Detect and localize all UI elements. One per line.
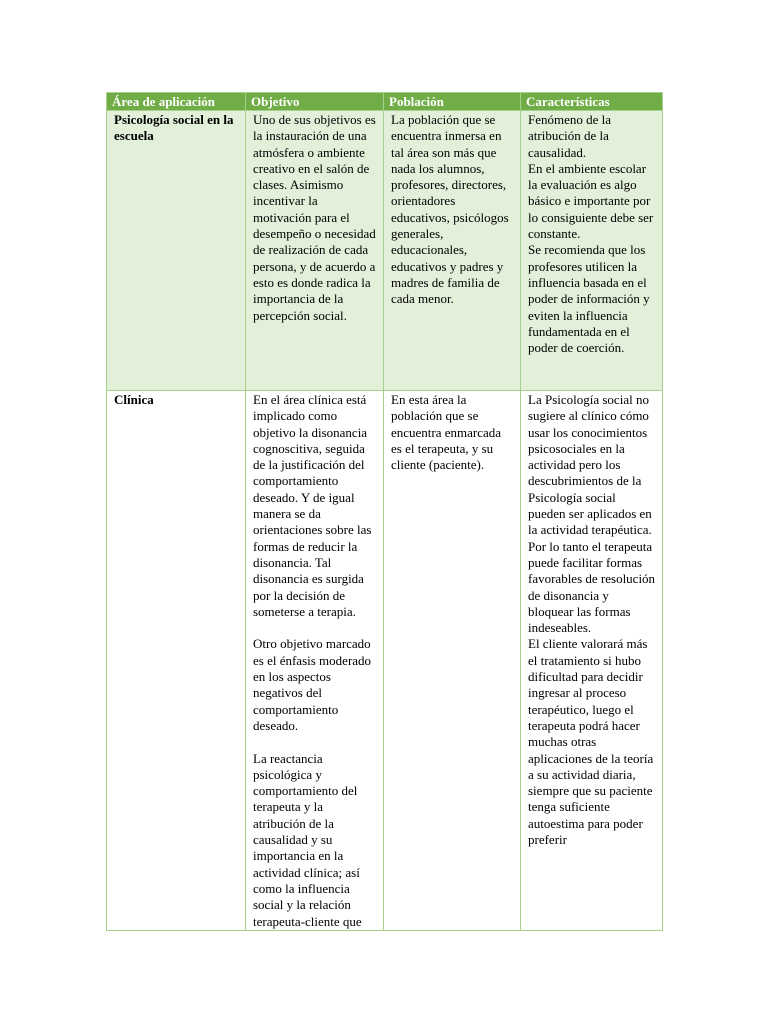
poblacion-text: La población que se encuentra inmersa en tal área son más que nada los alumnos, profesores, directores, orientadores educativos, psicólogos generales, educacionales, educativos y padres y madres de familia de cada menor.	[391, 112, 509, 307]
caracteristicas-cell	[521, 111, 663, 391]
poblacion-cell	[384, 111, 521, 391]
header-poblacion: Población	[384, 93, 521, 111]
header-area: Área de aplicación	[107, 93, 246, 111]
header-objetivo: Objetivo	[246, 93, 384, 111]
poblacion-text: En esta área la población que se encuentra enmarcada es el terapeuta, y su cliente (paciente).	[391, 392, 502, 473]
header-caracteristicas: Características	[521, 93, 663, 111]
area-label: Psicología social en la escuela	[114, 112, 234, 144]
area-cell	[107, 391, 246, 931]
objetivo-text: En el área clínica está implicado como objetivo la disonancia cognoscitiva, seguida de la justificación del comportamiento deseado. Y de igual manera se da orientaciones sobre las formas de reducir la disonancia. Tal disonancia es surgida por la decisión de someterse a terapia. Otro objetivo marcado es el énfasis moderado en los aspectos negativos del comportamiento deseado. La reactancia psicológica y comportamiento del terapeuta y la atribución de la causalidad y su importancia en la actividad clínica; así como la influencia social y la relación terapeuta-cliente que	[253, 392, 372, 929]
poblacion-cell	[384, 391, 521, 931]
caracteristicas-text: Fenómeno de la atribución de la causalidad. En el ambiente escolar la evaluación es algo básico e importante por lo consiguiente debe ser constante. Se recomienda que los profesores utilicen la influencia basada en el poder de información y eviten la influencia fundamentada en el poder de coerción.	[528, 112, 654, 356]
caracteristicas-cell	[521, 391, 663, 931]
objetivo-text: Uno de sus objetivos es la instauración de una atmósfera o ambiente creativo en el salón de clases. Asimismo incentivar la motivación para el desempeño o necesidad de realización de cada persona, y de acuerdo a esto es donde radica la importancia de la percepción social.	[253, 112, 376, 323]
area-cell	[107, 111, 246, 391]
caracteristicas-text: La Psicología social no sugiere al clínico cómo usar los conocimientos psicosociales en la actividad pero los descubrimientos de la Psicología social pueden ser aplicados en la actividad terapéutica. Por lo tanto el terapeuta puede facilitar formas favorables de resolución de disonancia y bloquear las formas indeseables. El cliente valorará más el tratamiento si hubo dificultad para decidir ingresar al proceso terapéutico, luego el terapeuta podrá hacer muchas otras aplicaciones de la teoría a su actividad diaria, siempre que su paciente tenga suficiente autoestima para poder preferir	[528, 392, 656, 848]
table-header-row	[107, 93, 663, 111]
application-areas-table	[106, 92, 663, 931]
objetivo-cell	[246, 111, 384, 391]
area-label: Clínica	[114, 392, 154, 407]
table-row	[107, 111, 663, 391]
table-row	[107, 391, 663, 931]
objetivo-cell	[246, 391, 384, 931]
